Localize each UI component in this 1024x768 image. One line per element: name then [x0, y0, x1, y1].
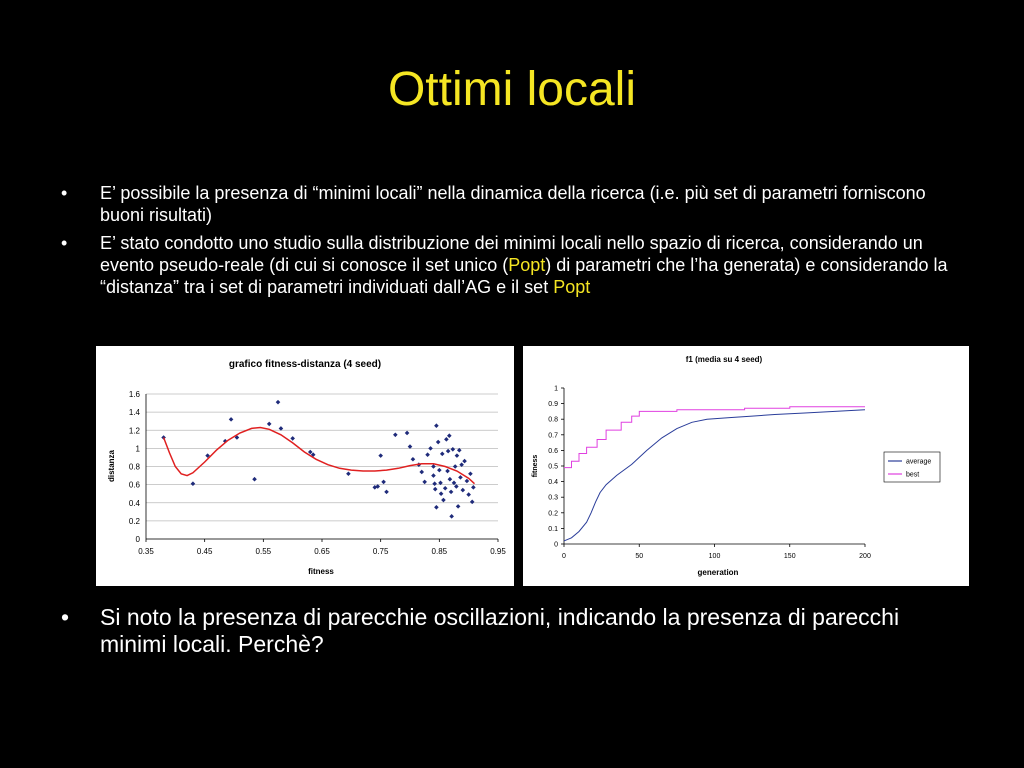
y-tick-label: 0.2 [128, 516, 140, 526]
data-point [458, 475, 463, 480]
y-tick-label: 0.4 [128, 498, 140, 508]
x-axis-label: generation [697, 568, 739, 577]
data-point [419, 470, 424, 475]
bullet-item [58, 182, 958, 226]
data-point [229, 417, 234, 422]
data-point [428, 446, 433, 451]
y-tick-label: 0.7 [548, 432, 558, 440]
x-tick-label: 0.95 [490, 547, 506, 556]
y-tick-label: 0 [554, 541, 558, 549]
data-point [453, 464, 458, 469]
y-tick-label: 1.2 [128, 426, 140, 436]
data-point [308, 450, 313, 455]
y-tick-label: 0.6 [128, 480, 140, 490]
bullet-item [58, 232, 958, 298]
fitness-generation-chart-svg [523, 346, 969, 586]
y-tick-label: 0.5 [548, 463, 558, 471]
data-point [405, 431, 410, 436]
data-point [381, 480, 386, 485]
x-tick-label: 0.55 [255, 547, 272, 556]
data-point [425, 452, 430, 457]
series-line-average [564, 410, 865, 541]
data-point [276, 400, 281, 405]
data-point [433, 487, 438, 492]
bullet-dot: • [61, 183, 68, 203]
data-point [431, 473, 436, 478]
y-tick-label: 0.8 [548, 416, 558, 424]
data-point [456, 504, 461, 509]
y-tick-label: 1 [554, 385, 558, 393]
x-tick-label: 0.75 [372, 547, 389, 556]
y-tick-label: 0.1 [548, 525, 558, 533]
bullet-dot: • [61, 233, 68, 253]
y-tick-label: 0.6 [548, 447, 558, 455]
data-point [449, 514, 454, 519]
x-axis-label: fitness [308, 567, 334, 576]
y-axis-label: fitness [532, 454, 539, 478]
data-point [443, 486, 448, 491]
data-point [445, 469, 450, 474]
y-tick-label: 1 [135, 444, 140, 454]
x-tick-label: 0.85 [431, 547, 448, 556]
data-point [437, 468, 442, 473]
y-tick-label: 0.2 [548, 510, 558, 518]
y-tick-label: 0 [135, 535, 140, 544]
y-tick-label: 1.6 [128, 390, 140, 399]
bullet-text: E’ possibile la presenza di “minimi locali” nella dinamica della ricerca (i.e. più set di parametri forniscono buoni risultati) [100, 183, 926, 225]
data-point [384, 490, 389, 495]
y-tick-label: 0.9 [548, 401, 558, 409]
data-point [252, 477, 257, 482]
bullet-dot: • [61, 604, 70, 630]
data-point [411, 457, 416, 462]
data-point [465, 479, 470, 484]
data-point [393, 432, 398, 437]
bullet-item [58, 604, 958, 658]
legend-label: best [906, 471, 920, 479]
x-tick-label: 0.45 [196, 547, 213, 556]
data-point [466, 492, 471, 497]
data-point [461, 488, 466, 493]
chart-title: f1 (media su 4 seed) [685, 355, 763, 364]
data-point [436, 440, 441, 445]
fitness-generation-chart [523, 346, 969, 586]
data-point [449, 490, 454, 495]
y-tick-label: 0.4 [548, 479, 558, 487]
data-point [462, 459, 467, 464]
data-point [378, 453, 383, 458]
data-point [432, 481, 437, 486]
bullet-text: ) di parametri che l’ha generata) e considerando la “distanza” tra i set di parametri individuati dall’AG e il set [100, 255, 948, 297]
y-axis-label: distanza [107, 449, 116, 483]
x-tick-label: 0.35 [138, 547, 154, 556]
bullet-list [58, 182, 958, 304]
data-point [191, 481, 196, 486]
x-tick-label: 150 [783, 553, 796, 560]
x-tick-label: 50 [635, 553, 644, 560]
slide-title: Ottimi locali [387, 63, 637, 116]
y-tick-label: 0.3 [548, 494, 558, 502]
chart-title: grafico fitness-distanza (4 seed) [228, 359, 382, 370]
y-tick-label: 0.8 [128, 462, 140, 472]
data-point [446, 449, 451, 454]
popt-highlight: Popt [508, 255, 546, 275]
data-point [346, 471, 351, 476]
data-point [440, 452, 445, 457]
data-point [434, 505, 439, 510]
x-tick-label: 0 [562, 553, 566, 560]
data-point [470, 500, 475, 505]
x-tick-label: 100 [708, 553, 721, 560]
data-point [447, 433, 452, 438]
series-line-best [564, 407, 865, 468]
fitness-distance-chart-svg [96, 346, 514, 586]
legend-label: average [906, 458, 932, 466]
popt-highlight: Popt [553, 277, 591, 297]
conclusion-text: Si noto la presenza di parecchie oscillazioni, indicando la presenza di parecchi minimi locali. Perchè? [100, 604, 900, 657]
data-point [471, 485, 476, 490]
data-point [441, 498, 446, 503]
data-point [290, 436, 295, 441]
data-point [434, 423, 439, 428]
data-point [439, 491, 444, 496]
data-point [444, 437, 449, 442]
fitness-distance-chart [96, 346, 514, 586]
data-point [267, 422, 272, 427]
data-point [451, 447, 456, 452]
bullet-text: E’ stato condotto uno studio sulla distribuzione dei minimi locali nello spazio di ricerca, considerando un evento pseudo-reale (di cui si conosce il set unico ( [100, 233, 923, 275]
conclusion-bullet-list [58, 604, 958, 658]
data-point [455, 453, 460, 458]
data-point [422, 480, 427, 485]
data-point [448, 477, 453, 482]
x-tick-label: 200 [859, 553, 871, 560]
x-tick-label: 0.65 [314, 547, 330, 556]
data-point [468, 471, 473, 476]
y-tick-label: 1.4 [128, 408, 140, 418]
